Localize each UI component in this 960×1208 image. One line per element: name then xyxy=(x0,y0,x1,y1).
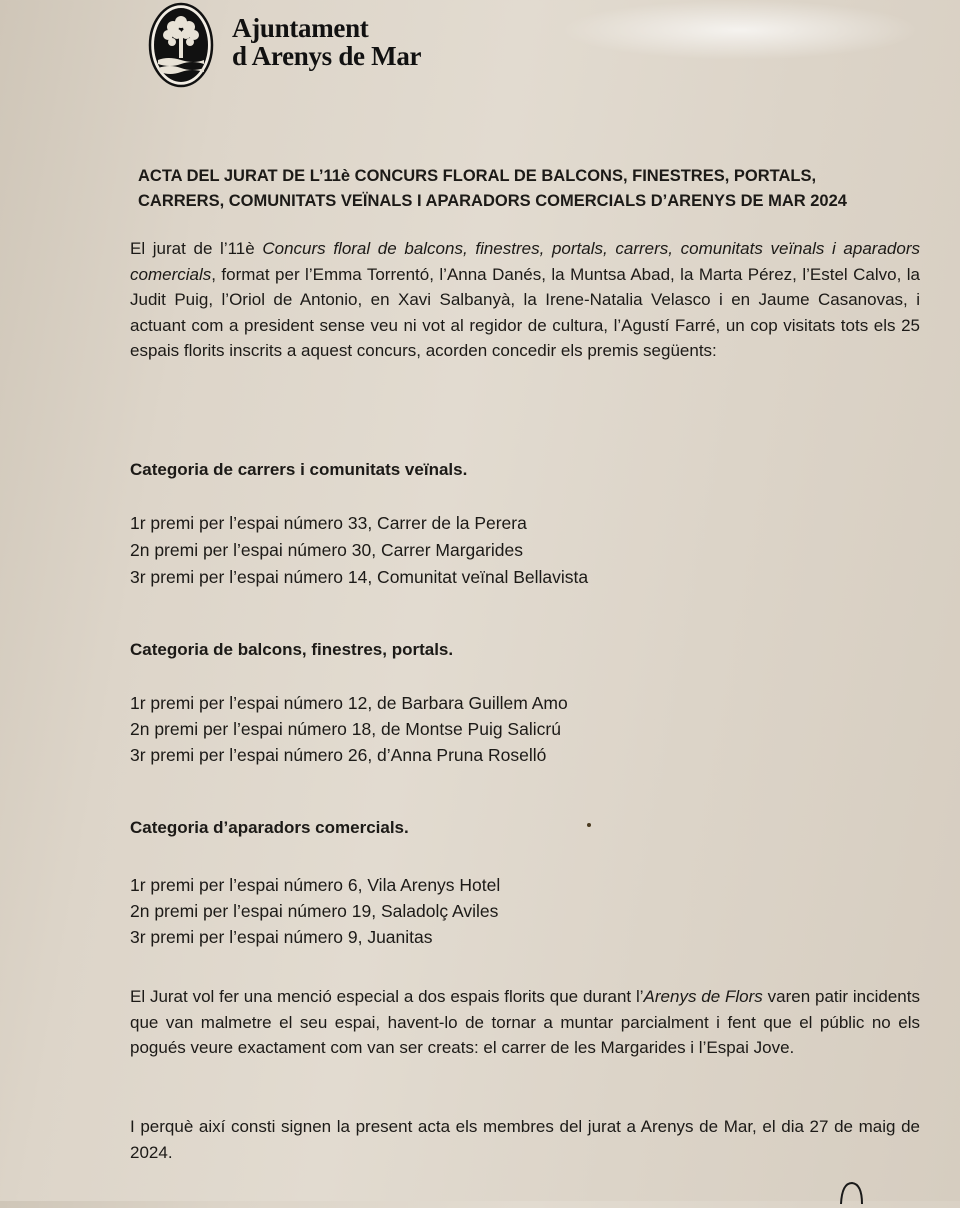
organization-name xyxy=(232,14,421,70)
org-line-2: d Arenys de Mar xyxy=(232,41,422,71)
title-line-2: CARRERS, COMUNITATS VEÏNALS I APARADORS COMERCIALS D’ARENYS DE MAR 2024 xyxy=(138,192,847,210)
intro-text-end: , format per l’Emma Torrentó, l’Anna Danés, la Muntsa Abad, la Marta Pérez, l’Estel Calvo, la Judit Puig, l’Oriol de Antonio, en Xavi Salbanyà, la Irene-Natalia Velasco i en Jaume Casanovas, i actuant com a president sense veu ni vot al regidor de cultura, l’Agustí Farré, un cop visitats tots els 25 espais florits inscrits a aquest concurs, acorden concedir els premis següents: xyxy=(130,264,920,360)
light-glare xyxy=(560,0,920,60)
intro-paragraph xyxy=(130,236,920,364)
prize-item: 1r premi per l’espai número 6, Vila Arenys Hotel xyxy=(130,875,501,895)
category-heading: Categoria d’aparadors comercials. xyxy=(130,818,409,837)
event-name: Arenys de Flors xyxy=(643,987,763,1006)
prize-item: 3r premi per l’espai número 26, d’Anna Pruna Roselló xyxy=(130,745,547,765)
closing-paragraph: I perquè així consti signen la present acta els membres del jurat a Arenys de Mar, el dia 27 de maig de 2024. xyxy=(130,1117,920,1162)
paper-speck xyxy=(587,823,591,827)
org-line-1: Ajuntament xyxy=(232,13,369,43)
municipal-crest-logo xyxy=(148,2,214,88)
prize-item: 2n premi per l’espai número 18, de Montse Puig Salicrú xyxy=(130,719,561,739)
document-title xyxy=(138,164,928,214)
mention-text-end: varen patir incidents que van malmetre el seu espai, havent-lo de tornar a muntar parcialment i fent que el públic no els pogués veure exactament com van ser creats: el carrer de les Margarides i l’Espai Jove. xyxy=(130,987,920,1057)
special-mention-paragraph xyxy=(130,984,920,1061)
prize-item: 2n premi per l’espai número 30, Carrer Margarides xyxy=(130,540,523,560)
intro-text-start: El jurat de l’11è xyxy=(130,239,263,258)
prize-item: 1r premi per l’espai número 12, de Barbara Guillem Amo xyxy=(130,693,568,713)
prize-item: 1r premi per l’espai número 33, Carrer de la Perera xyxy=(130,513,527,533)
prize-item: 2n premi per l’espai número 19, Saladolç Aviles xyxy=(130,901,499,921)
signature-stroke xyxy=(838,1178,868,1208)
prize-item: 3r premi per l’espai número 14, Comunitat veïnal Bellavista xyxy=(130,567,589,587)
category-heading: Categoria de carrers i comunitats veïnals. xyxy=(130,460,468,479)
category-heading: Categoria de balcons, finestres, portals. xyxy=(130,640,454,659)
title-line-1: ACTA DEL JURAT DE L’11è CONCURS FLORAL DE BALCONS, FINESTRES, PORTALS, xyxy=(138,167,817,185)
mention-text-start: El Jurat vol fer una menció especial a dos espais florits que durant l’ xyxy=(130,987,644,1006)
prize-item: 3r premi per l’espai número 9, Juanitas xyxy=(130,927,433,947)
contest-name: Concurs floral de balcons, finestres, portals, carrers, comunitats veïnals i aparadors comercials xyxy=(130,239,920,284)
